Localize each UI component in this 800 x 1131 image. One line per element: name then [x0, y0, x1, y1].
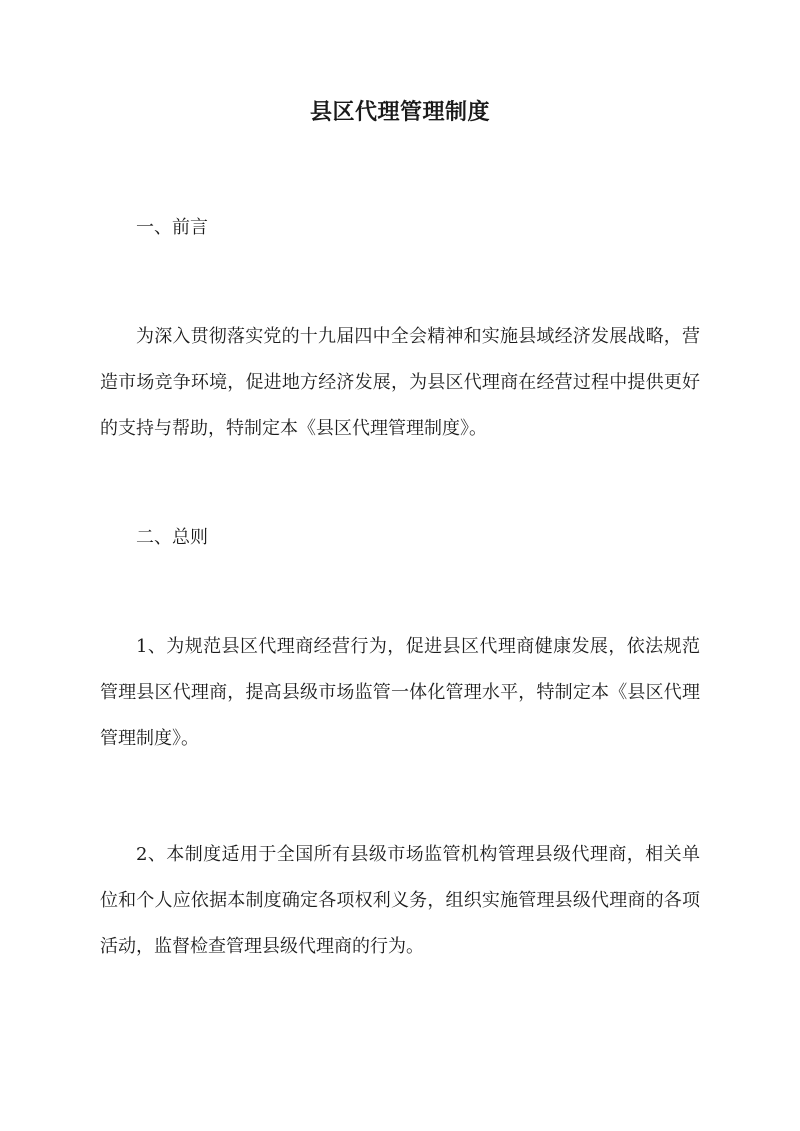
document-title: 县区代理管理制度 [309, 99, 490, 125]
paragraph-article-2: 2、本制度适用于全国所有县级市场监管机构管理县级代理商，相关单位和个人应依据本制度确定各项权利义务，组织实施管理县级代理商的各项活动，监督检查管理县级代理商的行为。 [100, 844, 700, 957]
section-heading-preface: 一、前言 [136, 217, 208, 238]
paragraph-article-1: 1、为规范县区代理商经营行为，促进县区代理商健康发展，依法规范管理县区代理商，提高县级市场监管一体化管理水平，特制定本《县区代理管理制度》。 [100, 636, 700, 749]
section-heading-general-provisions: 二、总则 [136, 527, 208, 548]
paragraph-preface: 为深入贯彻落实党的十九届四中全会精神和实施县域经济发展战略，营造市场竞争环境，促进地方经济发展，为县区代理商在经营过程中提供更好的支持与帮助，特制定本《县区代理管理制度》。 [100, 326, 700, 439]
